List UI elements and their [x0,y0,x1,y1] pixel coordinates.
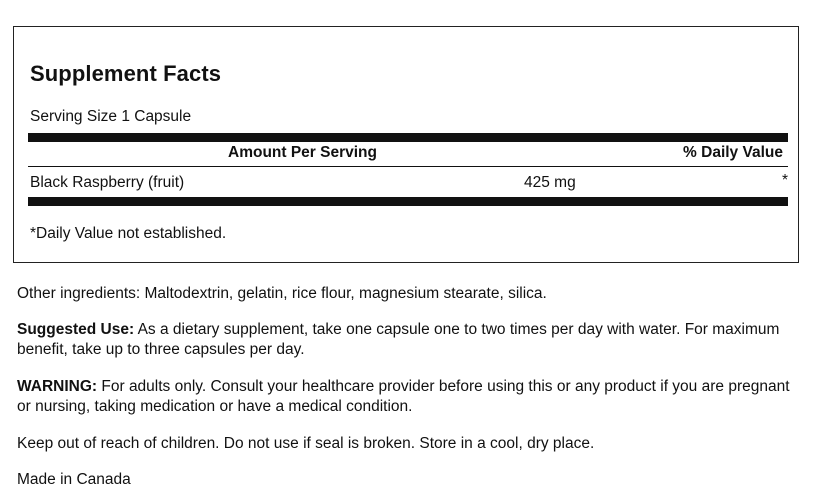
storage-instructions: Keep out of reach of children. Do not use if seal is broken. Store in a cool, dry place. [17,435,595,452]
facts-title: Supplement Facts [30,61,222,86]
ingredient-amount: 425 mg [524,174,576,191]
divider-thick-top [28,133,788,142]
daily-value-footnote: *Daily Value not established. [30,225,227,242]
country-of-origin: Made in Canada [17,471,131,488]
warning-text: For adults only. Consult your healthcare provider before using this or any product if you are pregnant or nursing, taking medication or have a medical condition. [17,378,790,415]
ingredient-daily-value: * [781,172,788,189]
divider-thick-bottom [28,197,788,206]
other-ingredients: Other ingredients: Maltodextrin, gelatin, rice flour, magnesium stearate, silica. [17,285,547,302]
warning [17,377,807,417]
divider-thin [28,166,788,167]
suggested-use-label: Suggested Use: [17,321,135,338]
serving-size: Serving Size 1 Capsule [30,108,192,125]
header-daily-value: % Daily Value [683,144,783,161]
suggested-use-text: As a dietary supplement, take one capsule one to two times per day with water. For maximum benefit, take up to three capsules per day. [17,321,780,358]
warning-label: WARNING: [17,378,98,395]
header-amount-per-serving: Amount Per Serving [228,144,377,161]
ingredient-name: Black Raspberry (fruit) [30,174,185,191]
supplement-facts-panel [13,26,799,263]
suggested-use [17,320,807,360]
